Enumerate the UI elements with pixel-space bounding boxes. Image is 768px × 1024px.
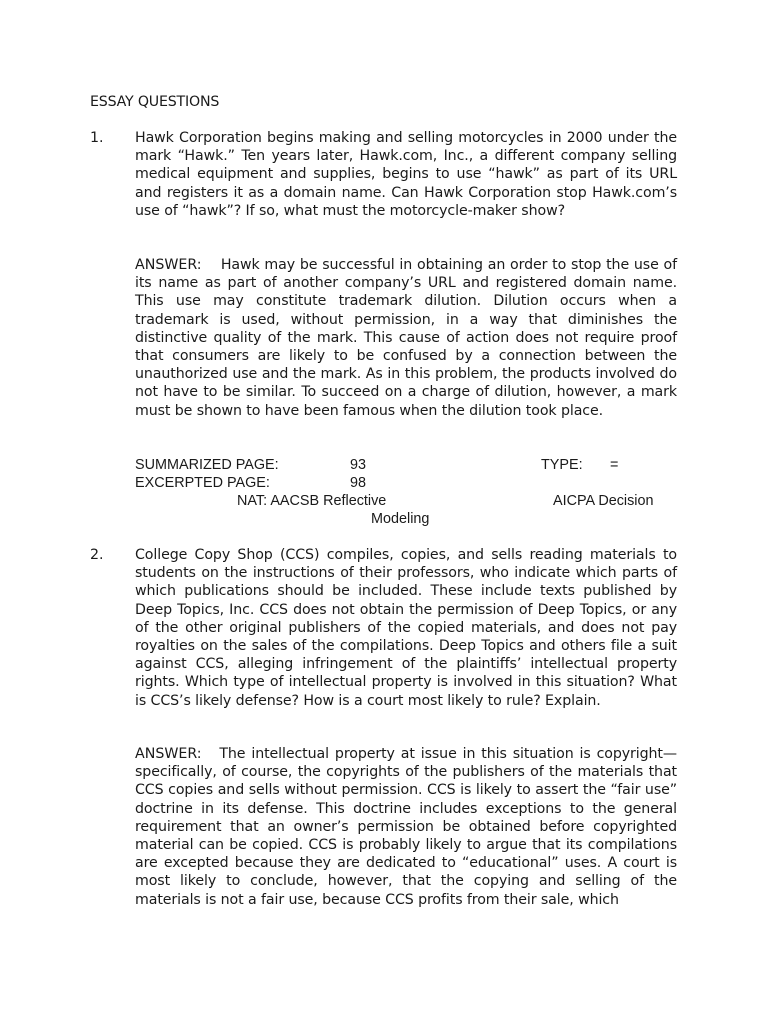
question-text: Hawk Corporation begins making and selling motorcycles in 2000 under the mark “Hawk.” Ten years later, Hawk.com, Inc., a different company selling medical equipment and supplies, begins to use “hawk” as part of its URL and registers it as a domain name. Can Hawk Corporation stop Hawk.com’s use of “hawk”? If so, what must the motorcycle-maker show? <box>135 130 677 219</box>
page-heading: ESSAY QUESTIONS <box>90 94 220 110</box>
type-label: TYPE: <box>541 457 583 473</box>
answer-label: ANSWER: <box>135 257 202 273</box>
answer-paragraph <box>135 745 677 909</box>
question-text: College Copy Shop (CCS) compiles, copies, and sells reading materials to students on the instructions of their professors, who indicate which parts of which publications should be included. These include texts published by Deep Topics, Inc. CCS does not obtain the permission of Deep Topics, or any of the other original publishers of the copied materials, and does not pay royalties on the sales of the compilations. Deep Topics and others file a suit against CCS, alleging infringement of the plaintiffs’ intellectual property rights. Which type of intellectual property is involved in this situation? What is CCS’s likely defense? How is a court most likely to rule? Explain. <box>135 547 677 709</box>
question-number: 1. <box>90 130 104 146</box>
excerpted-page-value: 98 <box>350 475 367 491</box>
answer-text: The intellectual property at issue in this situation is copyright—specifically, of course, the copyrights of the publishers of the materials that CCS copies and sells without permission. CCS is likely to assert the “fair use” doctrine in its defense. This doctrine includes exceptions to the general requirement that an owner’s permission be obtained before copyrighted material can be copied. CCS is probably likely to argue that its compilations are excepted because they are dedicated to “educational” uses. A court is most likely to conclude, however, that the copying and selling of the materials is not a fair use, because CCS profits from their sale, which <box>135 746 677 908</box>
nat-tag: NAT: AACSB Reflective <box>237 493 387 509</box>
type-value: = <box>610 457 619 473</box>
aicpa-tag: AICPA Decision <box>553 493 654 509</box>
answer-text: Hawk may be successful in obtaining an order to stop the use of its name as part of another company’s URL and registered domain name. This use may constitute trademark dilution. Dilution occurs when a trademark is used, without permission, in a way that diminishes the distinctive quality of the mark. This cause of action does not require proof that consumers are likely to be confused by a connection between the unauthorized use and the mark. As in this problem, the products involved do not have to be similar. To succeed on a charge of dilution, however, a mark must be shown to have been famous when the dilution took place. <box>135 257 677 419</box>
answer-paragraph <box>135 256 677 420</box>
answer-label: ANSWER: <box>135 746 202 762</box>
summarized-page-label: SUMMARIZED PAGE: <box>135 457 279 473</box>
question-number: 2. <box>90 547 104 563</box>
summarized-page-value: 93 <box>350 457 367 473</box>
modeling-tag: Modeling <box>371 511 430 527</box>
excerpted-page-label: EXCERPTED PAGE: <box>135 475 270 491</box>
